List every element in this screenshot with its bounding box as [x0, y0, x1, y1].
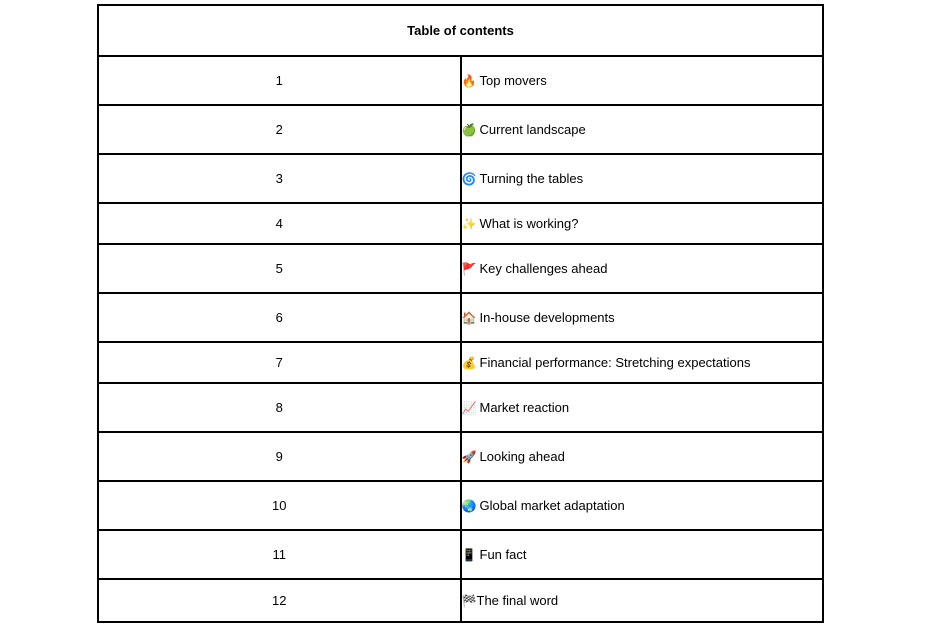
toc-entry[interactable] [461, 383, 824, 432]
toc-entry-label: What is working? [479, 216, 579, 231]
toc-entry-label: Current landscape [479, 122, 586, 137]
globe-icon: 🌏 [461, 499, 477, 513]
sparkles-icon: ✨ [461, 217, 477, 231]
toc-entry-label: Turning the tables [479, 171, 584, 186]
row-number: 3 [98, 154, 461, 203]
toc-entry-label: In-house developments [479, 310, 615, 325]
toc-entry-label: The final word [476, 593, 559, 608]
toc-entry[interactable] [461, 579, 824, 622]
toc-entry[interactable] [461, 530, 824, 579]
toc-entry-label: Financial performance: Stretching expectations [479, 355, 751, 370]
row-number: 2 [98, 105, 461, 154]
money-bag-icon: 💰 [461, 356, 477, 370]
mobile-phone-icon: 📱 [461, 548, 477, 562]
table-row [98, 293, 823, 342]
toc-entry[interactable] [461, 56, 824, 105]
table-row [98, 56, 823, 105]
toc-entry[interactable] [461, 432, 824, 481]
row-number: 4 [98, 203, 461, 244]
row-number: 6 [98, 293, 461, 342]
row-number: 11 [98, 530, 461, 579]
toc-entry-label: Key challenges ahead [479, 261, 608, 276]
table-row [98, 154, 823, 203]
fire-icon: 🔥 [461, 74, 477, 88]
row-number: 8 [98, 383, 461, 432]
chart-increasing-icon: 📈 [461, 401, 477, 415]
toc-entry-label: Top movers [479, 73, 547, 88]
cyclone-icon: 🌀 [461, 172, 477, 186]
row-number: 7 [98, 342, 461, 383]
toc-entry-label: Market reaction [479, 400, 570, 415]
table-row [98, 203, 823, 244]
green-apple-icon: 🍏 [461, 123, 477, 137]
toc-entry[interactable] [461, 342, 824, 383]
toc-entry[interactable] [461, 244, 824, 293]
toc-entry[interactable] [461, 481, 824, 530]
table-row [98, 342, 823, 383]
table-row [98, 244, 823, 293]
checkered-flag-icon: 🏁 [461, 594, 477, 608]
table-row [98, 481, 823, 530]
table-row [98, 432, 823, 481]
table-row [98, 530, 823, 579]
red-flag-icon: 🚩 [461, 262, 477, 276]
row-number: 5 [98, 244, 461, 293]
house-icon: 🏠 [461, 311, 477, 325]
toc-entry[interactable] [461, 105, 824, 154]
toc-title: Table of contents [98, 5, 823, 56]
table-row [98, 579, 823, 622]
toc-entry[interactable] [461, 293, 824, 342]
table-of-contents [97, 4, 824, 623]
toc-entry-label: Looking ahead [479, 449, 565, 464]
row-number: 12 [98, 579, 461, 622]
toc-entry[interactable] [461, 154, 824, 203]
toc-entry[interactable] [461, 203, 824, 244]
rocket-icon: 🚀 [461, 450, 477, 464]
table-row [98, 383, 823, 432]
row-number: 10 [98, 481, 461, 530]
row-number: 1 [98, 56, 461, 105]
row-number: 9 [98, 432, 461, 481]
table-row [98, 105, 823, 154]
toc-entry-label: Fun fact [479, 547, 527, 562]
toc-entry-label: Global market adaptation [479, 498, 625, 513]
